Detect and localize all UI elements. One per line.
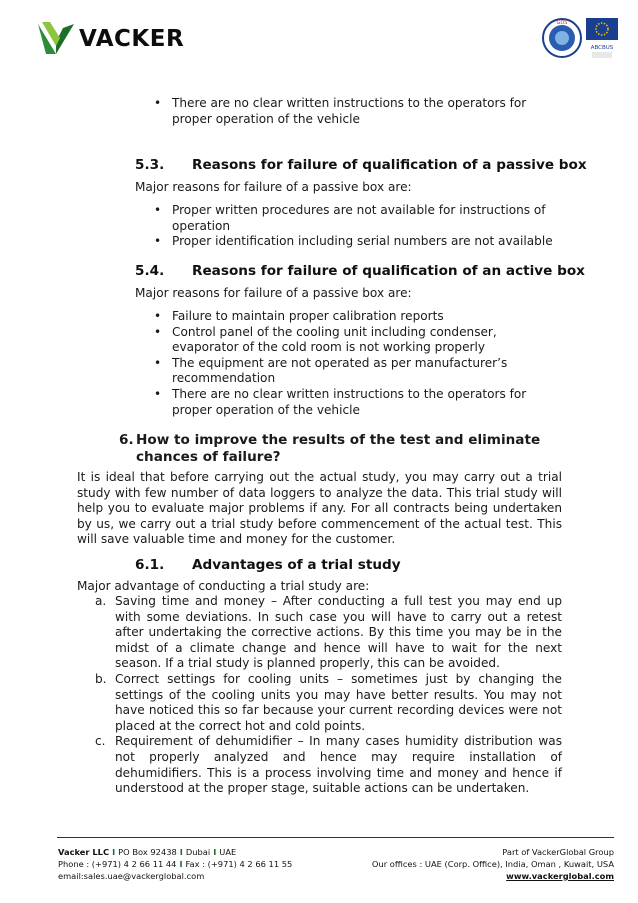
certification-icon	[542, 16, 620, 60]
list-item: • The equipment are not operated as per manufacturer’s recommendation	[135, 356, 565, 387]
vacker-logo	[36, 20, 184, 56]
footer-divider	[57, 837, 614, 838]
footer-phone: Phone : (+971) 4 2 66 11 44	[58, 859, 177, 869]
footer-company: Vacker LLC	[58, 847, 110, 857]
footer-city: Dubai	[185, 847, 211, 857]
vacker-leaf-icon	[36, 20, 76, 56]
footer-country: UAE	[219, 847, 237, 857]
list-item	[95, 672, 562, 734]
section-5-4-intro: Major reasons for failure of a passive box are:	[135, 286, 412, 300]
section-6-1-list	[95, 594, 562, 797]
section-number: 6.1.	[135, 557, 165, 573]
section-title: Reasons for failure of qualification of a passive box	[192, 157, 587, 173]
section-6-paragraph: It is ideal that before carrying out the actual study, you may carry out a trial study with few number of data loggers to analyze the data. This trial study will help you to evaluate major problems if any. For all contracts being undertaken by us, we carry out a trial study before commencement of the actual test. This will save valuable time and money for the customer.	[77, 470, 562, 547]
list-item: • Proper written procedures are not available for instructions of operation	[135, 203, 565, 234]
section-number: 6.	[119, 432, 134, 448]
gds-badge-text: GDS	[556, 20, 568, 26]
section-5-4-bullets	[135, 309, 565, 418]
section-5-3-heading	[135, 157, 587, 173]
list-item-text: Correct settings for cooling units – sometimes just by changing the settings of the cooling units you may have better results. You may not have noticed this so far because your current recording devices were not placed at the correct hot and cold points.	[115, 671, 562, 733]
footer-left: Vacker LLC I PO Box 92438 I Dubai I UAE Phone : (+971) 4 2 66 11 44 I Fax : (+971) 4 2 66 11 55 email:sales.uae@vackerglobal.com	[58, 847, 293, 881]
section-title: Advantages of a trial study	[192, 557, 401, 573]
footer-right	[372, 846, 614, 882]
eu-badge-text: ABCBUS	[590, 45, 614, 51]
footer-fax: Fax : (+971) 4 2 66 11 55	[185, 859, 293, 869]
section-number: 5.4.	[135, 263, 165, 279]
list-item: • Failure to maintain proper calibration reports	[135, 309, 565, 325]
certification-badges	[542, 16, 620, 60]
footer-po-box: PO Box 92438	[118, 847, 177, 857]
section-5-3-intro: Major reasons for failure of a passive box are:	[135, 180, 412, 194]
section-6-heading	[119, 432, 559, 466]
footer-email[interactable]: email:sales.uae@vackerglobal.com	[58, 871, 205, 881]
list-item	[95, 594, 562, 672]
list-item: • Proper identification including serial numbers are not available	[135, 234, 565, 250]
list-item-text: Requirement of dehumidifier – In many cases humidity distribution was not properly analyzed and hence may require installation of dehumidifiers. This is a process involving time and money and hence if understood at the proper stage, suitable actions can be undertaken.	[115, 734, 562, 796]
section-5-4-heading	[135, 263, 585, 279]
list-item: • There are no clear written instructions to the operators for proper operation of the vehicle	[135, 96, 565, 127]
section-title: How to improve the results of the test and eliminate chances of failure?	[136, 432, 541, 465]
footer-group: Part of VackerGlobal Group	[502, 847, 614, 857]
list-marker: c.	[95, 734, 106, 749]
list-marker: b.	[95, 671, 107, 686]
footer-offices: Our offices : UAE (Corp. Office), India, Oman , Kuwait, USA	[371, 859, 614, 869]
logo-text: VACKER	[79, 26, 185, 52]
section-6-1-heading	[135, 557, 401, 573]
section-title: Reasons for failure of qualification of an active box	[192, 263, 585, 279]
intro-bullet-list	[135, 96, 565, 127]
list-item	[95, 734, 562, 796]
list-item-text: Saving time and money – After conducting a full test you may end up with some deviations. In such case you will have to carry out a retest after undertaking the corrective actions. By this time you may be in the midst of a climate change and hence will have to wait for the next season. If a trial study is planned properly, this can be avoided.	[115, 594, 562, 671]
section-number: 5.3.	[135, 157, 165, 173]
list-item: • Control panel of the cooling unit including condenser, evaporator of the cold room is not working properly	[135, 325, 565, 356]
section-5-3-bullets	[135, 203, 565, 250]
footer-website-link[interactable]: www.vackerglobal.com	[506, 871, 614, 881]
list-item: • There are no clear written instructions to the operators for proper operation of the vehicle	[135, 387, 565, 418]
list-marker: a.	[95, 594, 107, 608]
section-6-1-intro: Major advantage of conducting a trial study are:	[77, 579, 370, 593]
